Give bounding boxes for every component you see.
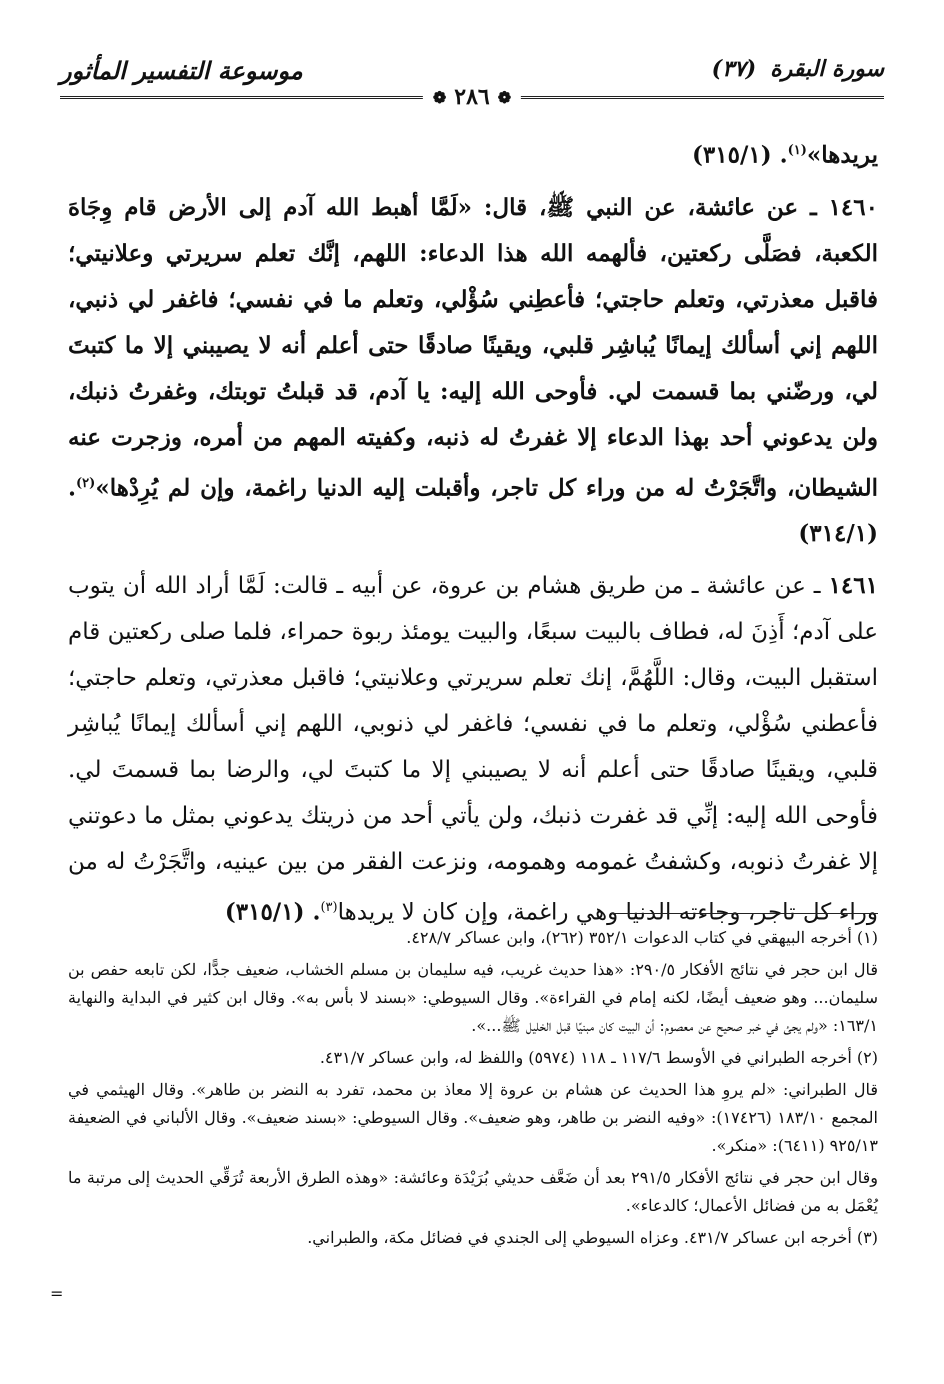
footnote-separator [610, 913, 878, 914]
margin-mark: = [50, 1284, 64, 1303]
paragraph-continuation [68, 128, 878, 179]
surah-name: سورة البقرة [770, 56, 884, 82]
footnote-2: (٢) أخرجه الطبراني في الأوسط ١١٧/٦ ـ ١١٨ (٥٩٧٤) واللفظ له، وابن عساكر ٤٣١/٧. [319, 1048, 878, 1067]
paragraph-text: ـ عن عائشة، عن النبي ﷺ، قال: «لَمَّا أهبط الله آدم إلى الأرض قام وِجَاهَ الكعبة، فصَلَّى ركعتين، فألهمه الله هذا الدعاء: اللهم، إنَّك تعلم سريرتي وعلانيتي؛ فاقبل معذرتي، وتعلم حاجتي؛ فأعطِني سُؤْلي، وتعلم ما في نفسي؛ فاغفر لي ذنبي، اللهم إني أسألك إيمانًا يُباشِر قلبي، ويقينًا صادقًا حتى أعلم أنه لا يصيبني إلا ما كتبتَ لي، ورضّني بما قسمت لي. فأوحى الله إليه: يا آدم، قد قبلتُ توبتك، وغفرتُ ذنبك، ولن يدعوني أحد بهذا الدعاء إلا غفرتُ له ذنبه، وكفيته المهم من أمره، وزجرت عنه الشيطان، واتَّجَرْتُ له من وراء كل تاجر، وأقبلت إليه الدنيا راغمة، وإن لم يُرِدْها» [68, 193, 878, 502]
book-title: موسوعة التفسير المأثور [60, 56, 303, 85]
footnote-2-commentary-2: وقال ابن حجر في نتائج الأفكار ٢٩١/٥ بعد أن ضَعَّف حديثي بُرَيْدَة وعائشة: «وهذه الطرق الأربعة تُرَقِّي الحديث إلى مرتبة ما يُعْمَل به من فضائل الأعمال؛ كالدعاء». [68, 1168, 879, 1215]
hadith-number: ١٤٦٠ [828, 193, 878, 221]
paragraph-text: يريدها» [806, 141, 878, 169]
surah-heading [712, 56, 884, 82]
footnote-1: (١) أخرجه البيهقي في كتاب الدعوات ٣٥٢/١ (٢٦٢)، وابن عساكر ٤٢٨/٧. [406, 928, 878, 947]
ornament-icon: ❁ [432, 87, 447, 107]
hadith-1461 [68, 563, 878, 936]
footnote-1-commentary: قال ابن حجر في نتائج الأفكار ٢٩٠/٥: «هذا حديث غريب، فيه سليمان بن مسلم الخشاب، ضعيف جدًّا، لكن تابعه حفص بن سليمان... وهو ضعيف أيضًا، لكنه إمام في القراءة». وقال السيوطي: «بسند لا بأس به». وقال ابن كثير في البداية والنهاية ١٦٣/١: «ولم يجئ في خبر صحيح عن معصوم: أن البيت كان مبنيًا قبل الخليل ﷺ...». [68, 960, 879, 1035]
volume-reference: . (٣١٥/١) [692, 141, 788, 169]
volume-reference: . (٣١٤/١) [68, 474, 878, 548]
volume-reference: . (٣١٥/١) [224, 898, 321, 926]
page-number: ٢٨٦ [454, 84, 490, 110]
footnote-marker: (٢) [76, 475, 96, 491]
main-text [68, 128, 878, 942]
paragraph-text: ـ عن عائشة ـ من طريق هشام بن عروة، عن أبيه ـ قالت: لَمَّا أراد الله أن يتوب على آدم؛ أَذِنَ له، فطاف بالبيت سبعًا، والبيت يومئذ ربوة حمراء، فلما صلى ركعتين قام استقبل البيت، وقال: اللَّهُمَّ، إنك تعلم سريرتي وعلانيتي؛ فاقبل معذرتي، وتعلم حاجتي؛ فأعطني سُؤْلي، وتعلم ما في نفسي؛ فاغفر لي ذنوبي، اللهم إني أسألك إيمانًا يُباشِر قلبي، ويقينًا صادقًا حتى أعلم أنه لا يصيبني إلا ما كتبتَ لي، والرضا بما قسمتَ لي. فأوحى الله إليه: إنِّي قد غفرت ذنبك، ولن يأتي أحد من ذريتك يدعوني بمثل ما دعوتني إلا غفرتُ ذنوبه، وكشفتُ غمومه وهمومه، ونزعت الفقر من بين عينيه، واتَّجَرْتُ له من وراء كل تاجر، وجاءته الدنيا وهي راغمة، وإن كان لا يريدها [68, 573, 878, 926]
footnote-marker: (١) [787, 143, 807, 158]
page-number-box [423, 84, 521, 110]
footnote-2-commentary: قال الطبراني: «لم يروِ هذا الحديث عن هشام بن عروة إلا معاذ بن محمد، تفرد به النضر بن طاهر». وقال الهيثمي في المجمع ١٨٣/١٠ (١٧٤٢٦): «وفيه النضر بن طاهر، وهو ضعيف». وقال السيوطي: «بسند ضعيف». وقال الألباني في الضعيفة ٩٢٥/١٣ (٦٤١١): «منكر». [68, 1080, 879, 1155]
ornament-icon: ❁ [497, 87, 512, 107]
footnote-marker: (٣) [320, 900, 338, 916]
hadith-number: ١٤٦١ [828, 572, 878, 600]
verse-number: (٣٧) [711, 56, 757, 82]
hadith-1460 [68, 185, 878, 558]
footnote-3: (٣) أخرجه ابن عساكر ٤٣١/٧. وعزاه السيوطي إلى الجندي في فضائل مكة، والطبراني. [307, 1228, 878, 1247]
page-header [60, 44, 884, 114]
footnotes [68, 924, 878, 1256]
